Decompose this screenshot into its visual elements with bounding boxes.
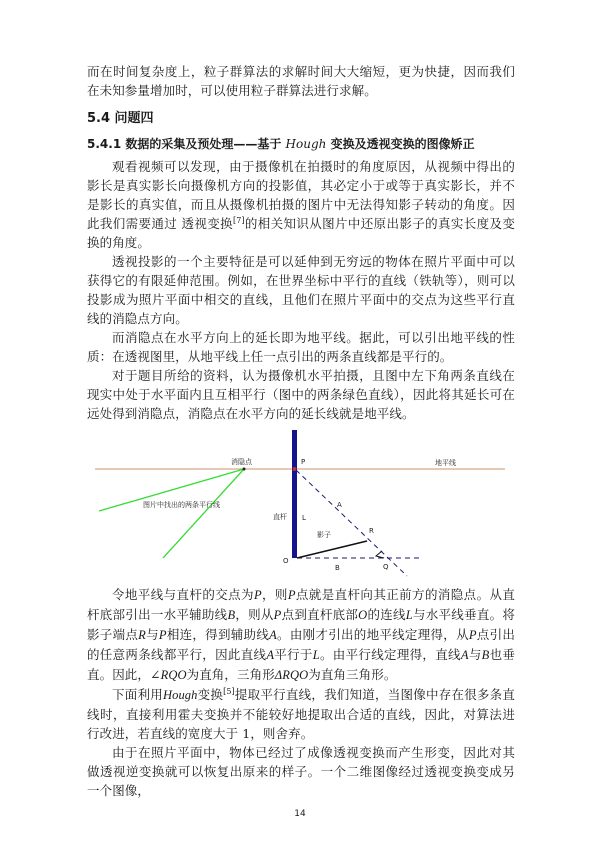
text: 变换: [197, 687, 224, 702]
text: ，则从: [235, 607, 274, 622]
auxiliary-line-a: [296, 470, 407, 576]
label-pole: 直杆: [273, 513, 287, 521]
symbol: P: [273, 608, 282, 622]
paragraph-inverse-transform: 由于在照片平面中，物体已经过了成像透视变换而产生形变，因此对其做透视逆变换就可以恢复出原来的样子。一个二维图像经过透视变换变成另一个图像，: [87, 745, 515, 798]
vanishing-point-dot: [243, 468, 246, 471]
page-number: 14: [294, 809, 306, 819]
text: ，则: [261, 587, 288, 602]
text: 点就是直杆向其正前方的消隐点。从直杆底部引出一水平辅助线: [87, 587, 515, 622]
text: 为直角三角形。: [308, 667, 397, 682]
text: 点引出的任意两条线都平行，因此直线: [87, 627, 515, 662]
text: 的相关知识从图片中还原出影子的真实长度及变换的角度。: [87, 216, 515, 250]
label-vanishing-point: 消隐点: [231, 458, 252, 466]
symbol: A: [460, 648, 469, 662]
paragraph-hough: [87, 685, 515, 743]
pole: [292, 430, 297, 558]
paragraph-horizon: 而消隐点在水平方向上的延长即为地平线。据此，可以引出地平线的性质：在透视图里，从地平线上任一点引出的两条直线都是平行的。: [87, 330, 515, 364]
text: 相连，得到辅助线: [166, 627, 270, 642]
paragraph-derivation: [87, 585, 515, 685]
section-heading-5-4: 5.4 问题四: [87, 111, 154, 126]
perspective-diagram: [95, 427, 515, 579]
shadow-line: [297, 541, 367, 558]
symbol: R: [138, 628, 146, 642]
paragraph-intro: 而在时间复杂度上，粒子群算法的求解时间大大缩短，更为快捷，因而我们在未知参量增加时，可以使用粒子群算法进行求解。: [87, 64, 515, 98]
page-body: [87, 62, 515, 800]
symbol: B: [481, 648, 490, 662]
text: 平行于: [274, 647, 313, 662]
label-p: P: [301, 458, 306, 466]
symbol: P: [468, 628, 477, 642]
symbol: P: [253, 588, 262, 602]
label-q: Q: [383, 563, 389, 571]
green-parallel-line-2: [163, 469, 244, 558]
subsection-heading-5-4-1: [87, 136, 515, 153]
paragraph-perspective-intro: [87, 157, 515, 252]
text: 。由刚才引出的地平线定理得，从: [276, 627, 469, 642]
symbol: B: [227, 608, 236, 622]
diagram-container: [95, 427, 515, 579]
label-b: B: [335, 564, 340, 572]
symbol: O: [358, 608, 368, 622]
symbol: L: [312, 648, 320, 662]
text: 观看视频可以发现，由于摄像机在拍摄时的角度原因，从视频中得出的影长是真实影长向摄像机方向的投影值，其必定小于或等于真实影长，并不是影长的真实值，而且从摄像机拍摄的图片中无法得知影子转动的角度。因此我们需要通过 透视变换: [87, 159, 515, 231]
text: 。由平行线定理得，直线: [319, 647, 461, 662]
paragraph-perspective-projection: 透视投影的一个主要特征是可以延伸到无穷远的物体在照片平面中可以获得它的有限延伸范围。例如，在世界坐标中平行的直线（铁轨等），则可以投影成为照片平面中相交的直线，且他们在照片平面中的交点为这些平行直线的消隐点方向。: [87, 254, 515, 326]
text: 为直角，三角形: [186, 667, 275, 682]
label-r: R: [369, 527, 374, 535]
text: 与水平线垂直。将影子端点: [87, 607, 515, 642]
symbol: ∠RQO: [150, 668, 187, 682]
symbol: A: [266, 648, 275, 662]
heading-hough: Hough: [285, 137, 327, 151]
symbol: ΔRQO: [274, 668, 309, 682]
text: 令地平线与直杆的交点为: [112, 587, 254, 602]
label-shadow: 影子: [317, 531, 331, 539]
symbol: Hough: [162, 688, 198, 702]
label-horizon: 地平线: [435, 459, 456, 467]
text: 与: [468, 647, 482, 662]
label-parallel-lines: 图片中找出的两条平行线: [143, 501, 220, 509]
text: 的连线: [367, 607, 406, 622]
right-angle-marker: [376, 551, 384, 558]
label-o: O: [283, 557, 289, 565]
label-l: L: [302, 514, 306, 522]
heading-part: 5.4.1 数据的采集及预处理——基于: [87, 137, 282, 151]
citation: [5]: [223, 686, 235, 696]
text: 与: [145, 627, 159, 642]
text: 也垂直。因此，: [87, 647, 515, 682]
symbol: L: [405, 608, 413, 622]
label-a: A: [337, 501, 342, 509]
text: 点到直杆底部: [281, 607, 359, 622]
symbol: A: [269, 628, 277, 642]
text: 下面利用: [112, 687, 163, 702]
text: 提取平行直线，我们知道，当图像中存在很多条直线时，直接利用霍夫变换并不能较好地提取出合适的直线，因此，对算法进行改进，若直线的宽度大于 1，则舍弃。: [87, 687, 516, 741]
symbol: P: [287, 588, 296, 602]
symbol: P: [158, 628, 167, 642]
heading-part: 变换及透视变换的图像矫正: [330, 137, 475, 151]
paragraph-camera: 对于题目所给的资料，认为摄像机水平拍摄，且图中左下角两条直线在现实中处于水平面内且互相平行（图中的两条绿色直线），因此将其延长可在远处得到消隐点，消隐点在水平方向的延长线就是地平线。: [87, 368, 515, 421]
citation: [7]: [232, 215, 245, 225]
